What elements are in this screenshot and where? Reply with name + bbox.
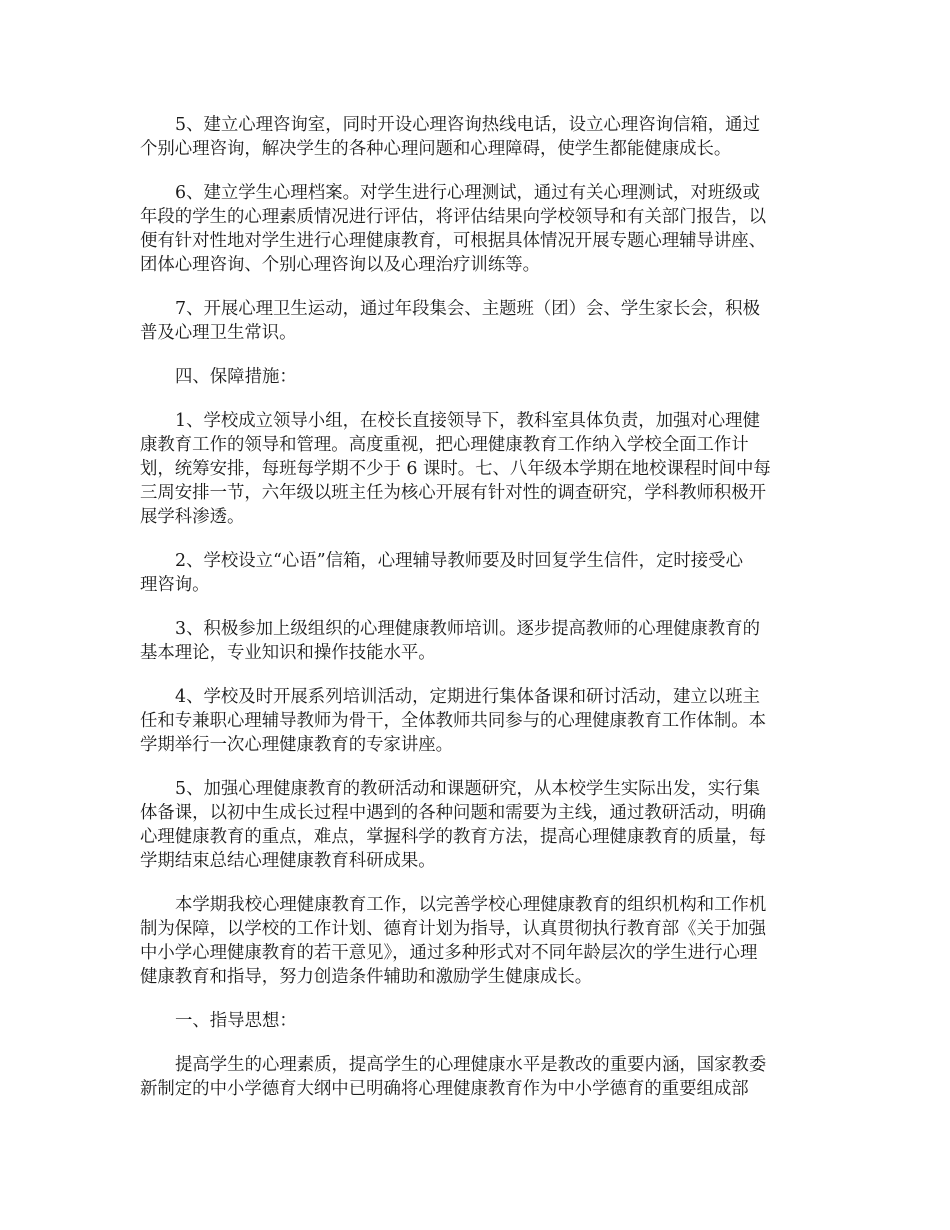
- paragraph: [140, 409, 820, 529]
- paragraph: [140, 685, 820, 757]
- paragraph: [140, 181, 820, 277]
- text-line: 制为保障，以学校的工作计划、德育计划为指导，认真贯彻执行教育部《关于加强: [140, 919, 767, 939]
- text-line: 3、积极参加上级组织的心理健康教师培训。逐步提高教师的心理健康教育的: [175, 619, 760, 639]
- document-page: [140, 113, 820, 1121]
- text-line: 体备课，以初中生成长过程中遇到的各种问题和需要为主线，通过教研活动，明确: [140, 803, 767, 823]
- paragraph: [140, 549, 820, 597]
- text-line: 本学期我校心理健康教育工作，以完善学校心理健康教育的组织机构和工作机: [175, 895, 767, 915]
- text-line: 划，统筹安排，每班每学期不少于 6 课时。七、八年级本学期在地校课程时间中每: [140, 459, 771, 479]
- text-line: 4、学校及时开展系列培训活动，定期进行集体备课和研讨活动，建立以班主: [175, 687, 760, 707]
- paragraph: [140, 365, 820, 389]
- text-line: 学期结束总结心理健康教育科研成果。: [140, 851, 436, 871]
- text-line: 7、开展心理卫生运动，通过年段集会、主题班（团）会、学生家长会，积极: [175, 299, 760, 319]
- paragraph: [140, 893, 820, 989]
- text-line: 年段的学生的心理素质情况进行评估，将评估结果向学校领导和有关部门报告，以: [140, 207, 767, 227]
- text-line: 健康教育和指导，努力创造条件辅助和激励学生健康成长。: [140, 967, 593, 987]
- text-line: 任和专兼职心理辅导教师为骨干，全体教师共同参与的心理健康教育工作体制。本: [140, 711, 767, 731]
- text-line: 便有针对性地对学生进行心理健康教育，可根据具体情况开展专题心理辅导讲座、: [140, 231, 767, 251]
- paragraph: [140, 113, 820, 161]
- text-line: 团体心理咨询、个别心理咨询以及心理治疗训练等。: [140, 255, 540, 275]
- paragraph: [140, 1009, 820, 1033]
- text-line: 2、学校设立“心语”信箱，心理辅导教师要及时回复学生信件，定时接受心: [175, 551, 743, 571]
- paragraph: [140, 617, 820, 665]
- text-line: 展学科渗透。: [140, 507, 245, 527]
- text-line: 四、保障措施：: [175, 367, 297, 387]
- text-line: 6、建立学生心理档案。对学生进行心理测试，通过有关心理测试，对班级或: [175, 183, 760, 203]
- text-line: 5、建立心理咨询室，同时开设心理咨询热线电话，设立心理咨询信箱，通过: [175, 115, 760, 135]
- paragraph: [140, 777, 820, 873]
- text-line: 理咨询。: [140, 575, 210, 595]
- text-line: 中小学心理健康教育的若干意见》，通过多种形式对不同年龄层次的学生进行心理: [140, 943, 758, 963]
- text-line: 心理健康教育的重点，难点，掌握科学的教育方法，提高心理健康教育的质量，每: [140, 827, 767, 847]
- text-line: 提高学生的心理素质，提高学生的心理健康水平是教改的重要内涵，国家教委: [175, 1055, 767, 1075]
- text-line: 基本理论，专业知识和操作技能水平。: [140, 643, 436, 663]
- paragraph: [140, 297, 820, 345]
- text-line: 康教育工作的领导和管理。高度重视，把心理健康教育工作纳入学校全面工作计: [140, 435, 749, 455]
- text-line: 三周安排一节，六年级以班主任为核心开展有针对性的调查研究，学科教师积极开: [140, 483, 767, 503]
- paragraph: [140, 1053, 820, 1101]
- text-line: 新制定的中小学德育大纲中已明确将心理健康教育作为中小学德育的重要组成部: [140, 1079, 749, 1099]
- text-line: 5、加强心理健康教育的教研活动和课题研究，从本校学生实际出发，实行集: [175, 779, 760, 799]
- text-line: 学期举行一次心理健康教育的专家讲座。: [140, 735, 454, 755]
- text-line: 普及心理卫生常识。: [140, 323, 297, 343]
- text-line: 一、指导思想：: [175, 1011, 297, 1031]
- text-line: 1、学校成立领导小组，在校长直接领导下，教科室具体负责，加强对心理健: [175, 411, 760, 431]
- text-line: 个别心理咨询，解决学生的各种心理问题和心理障碍，使学生都能健康成长。: [140, 139, 732, 159]
